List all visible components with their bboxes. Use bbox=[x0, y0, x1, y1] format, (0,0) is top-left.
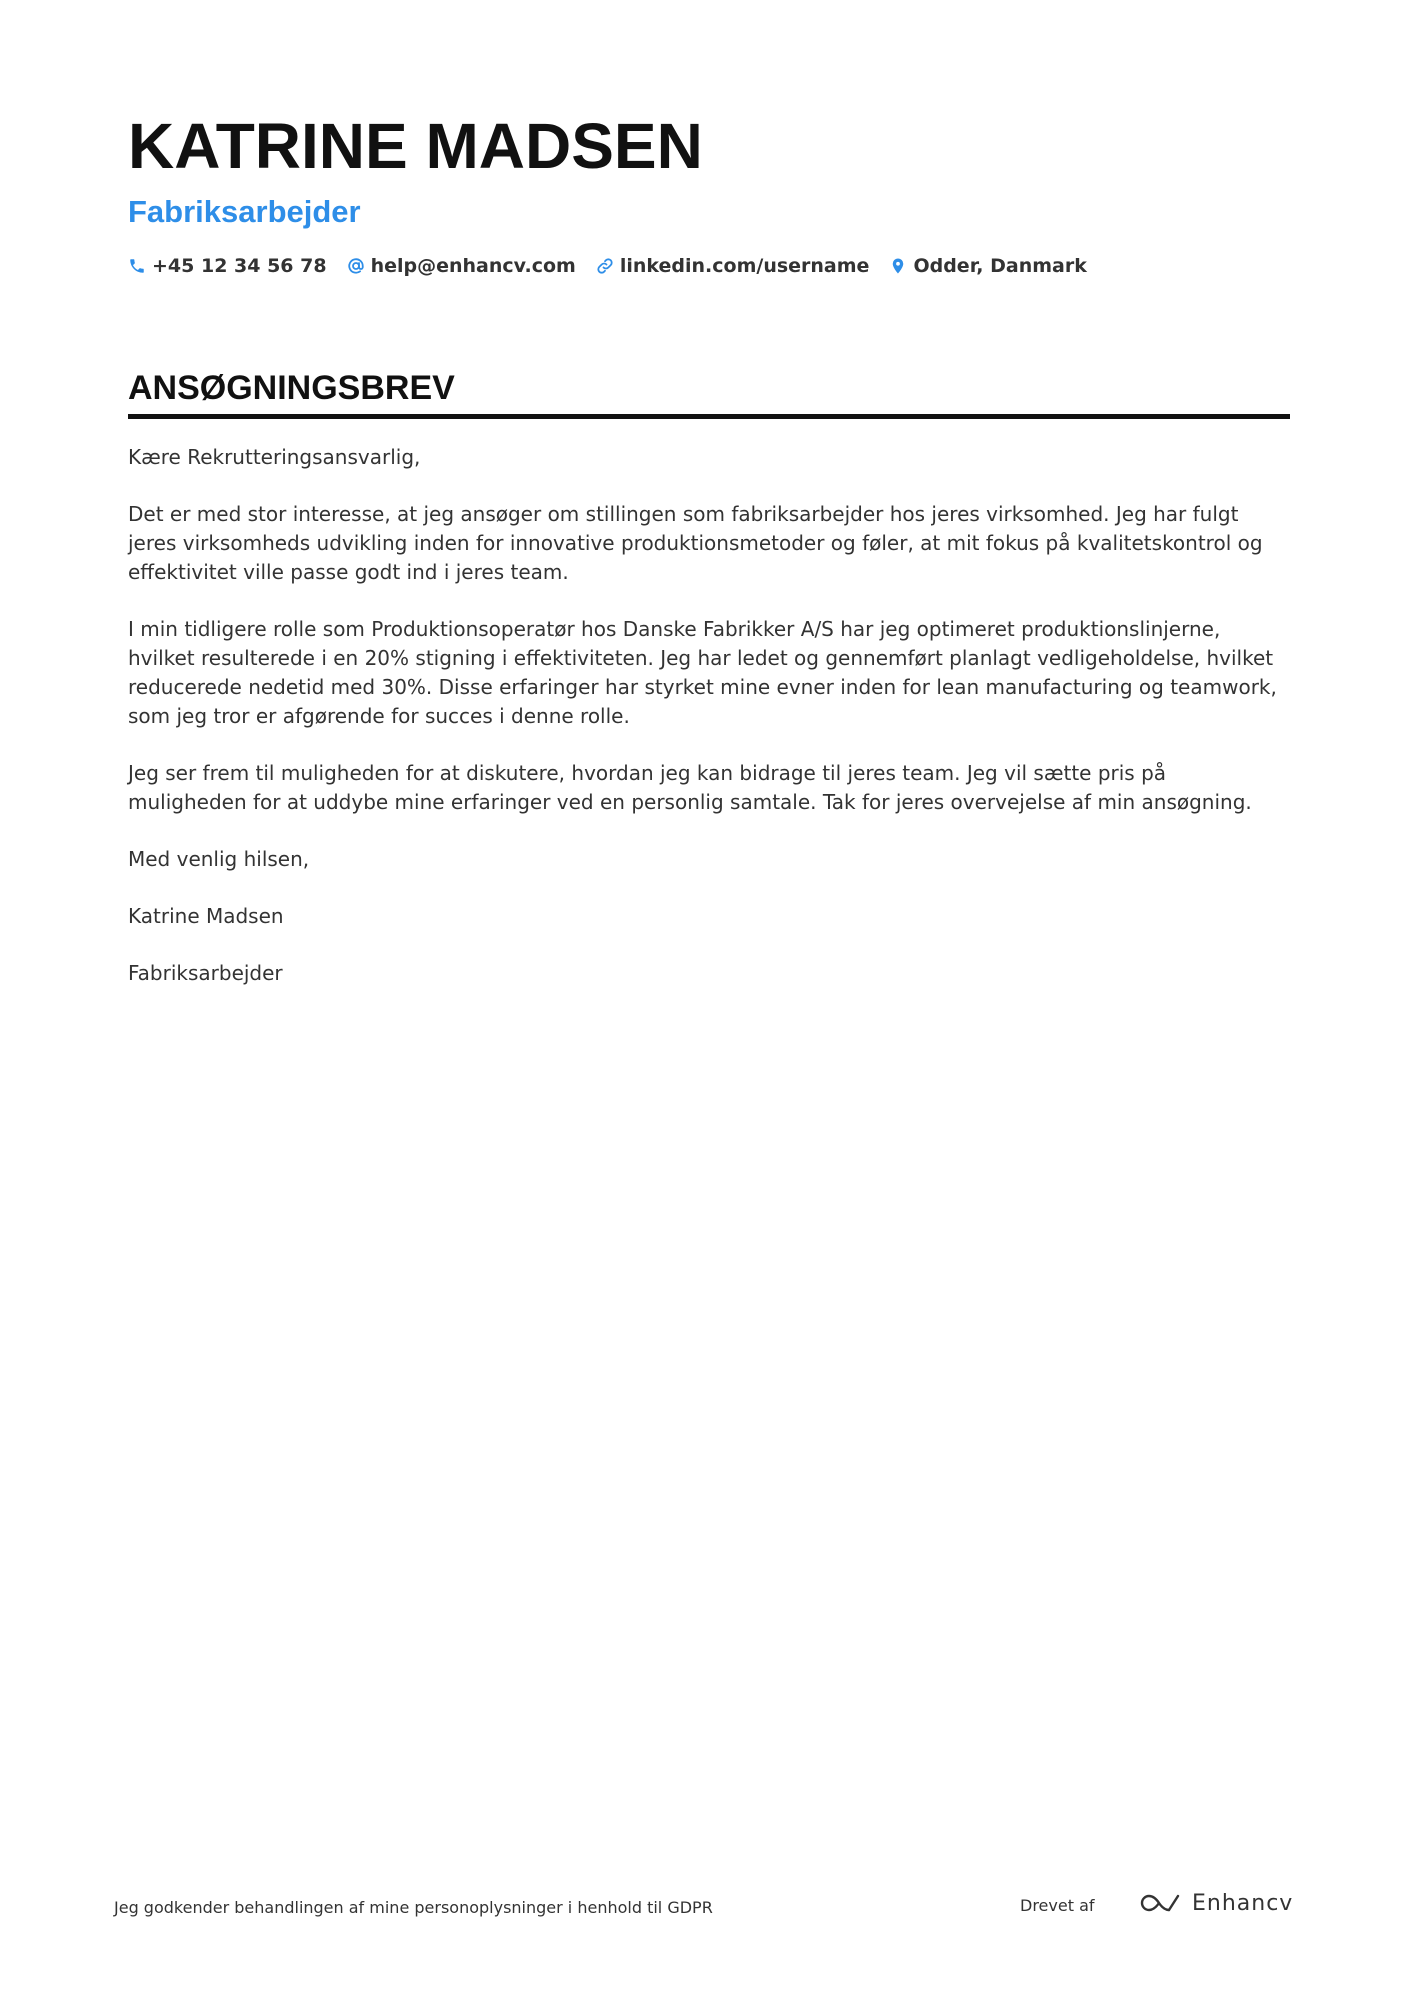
letter-closing: Med venlig hilsen, bbox=[128, 847, 310, 871]
footer bbox=[114, 1890, 1294, 1930]
letter-paragraph: Det er med stor interesse, at jeg ansøger om stillingen som fabriksarbejder hos jeres virksomhed. Jeg har fulgt jeres virksomheds udvikling inden for innovative produktionsmetoder og føler, at mit fokus på kvalitetskontrol og effektivitet ville passe godt ind i jeres team. bbox=[128, 502, 1263, 584]
section-title: ANSØGNINGSBREV bbox=[128, 369, 455, 407]
location-text: Odder, Danmark bbox=[913, 255, 1087, 277]
letter-body bbox=[128, 443, 1290, 988]
contact-linkedin[interactable] bbox=[596, 255, 870, 277]
candidate-name: KATRINE MADSEN bbox=[128, 110, 703, 182]
linkedin-text[interactable]: linkedin.com/username bbox=[619, 255, 870, 277]
header bbox=[128, 108, 1288, 277]
cover-letter-section bbox=[128, 366, 1290, 1016]
brand[interactable] bbox=[1138, 1890, 1293, 1916]
section-divider bbox=[128, 414, 1290, 419]
email-text[interactable]: help@enhancv.com bbox=[370, 255, 576, 277]
brand-name: Enhancv bbox=[1192, 1890, 1294, 1916]
phone-icon bbox=[128, 257, 146, 275]
letter-salutation: Kære Rekrutteringsansvarlig, bbox=[128, 445, 421, 469]
gdpr-consent-text: Jeg godkender behandlingen af mine personoplysninger i henhold til GDPR bbox=[114, 1898, 713, 1917]
phone-text: +45 12 34 56 78 bbox=[152, 255, 327, 277]
link-icon bbox=[596, 257, 614, 275]
signature-title: Fabriksarbejder bbox=[128, 961, 283, 985]
location-pin-icon bbox=[889, 257, 907, 275]
contact-phone bbox=[128, 255, 327, 277]
signature-name: Katrine Madsen bbox=[128, 904, 284, 928]
enhancv-logo-icon bbox=[1138, 1890, 1184, 1916]
letter-paragraph: I min tidligere rolle som Produktionsoperatør hos Danske Fabrikker A/S har jeg optimeret produktionslinjerne, hvilket resulterede i en 20% stigning i effektiviteten. Jeg har ledet og gennemført planlagt vedligeholdelse, hvilket reducerede nedetid med 30%. Disse erfaringer har styrket mine evner inden for lean manufacturing og teamwork, som jeg tror er afgørende for succes i denne rolle. bbox=[128, 617, 1277, 728]
contact-row bbox=[128, 255, 1288, 277]
contact-email[interactable] bbox=[347, 255, 576, 277]
candidate-role: Fabriksarbejder bbox=[128, 194, 361, 229]
powered-by-label: Drevet af bbox=[1020, 1896, 1095, 1915]
at-icon bbox=[347, 257, 365, 275]
letter-paragraph: Jeg ser frem til muligheden for at diskutere, hvordan jeg kan bidrage til jeres team. Jeg vil sætte pris på muligheden for at uddybe mine erfaringer ved en personlig samtale. Tak for jeres overvejelse af min ansøgning. bbox=[128, 761, 1252, 814]
contact-location bbox=[889, 255, 1086, 277]
